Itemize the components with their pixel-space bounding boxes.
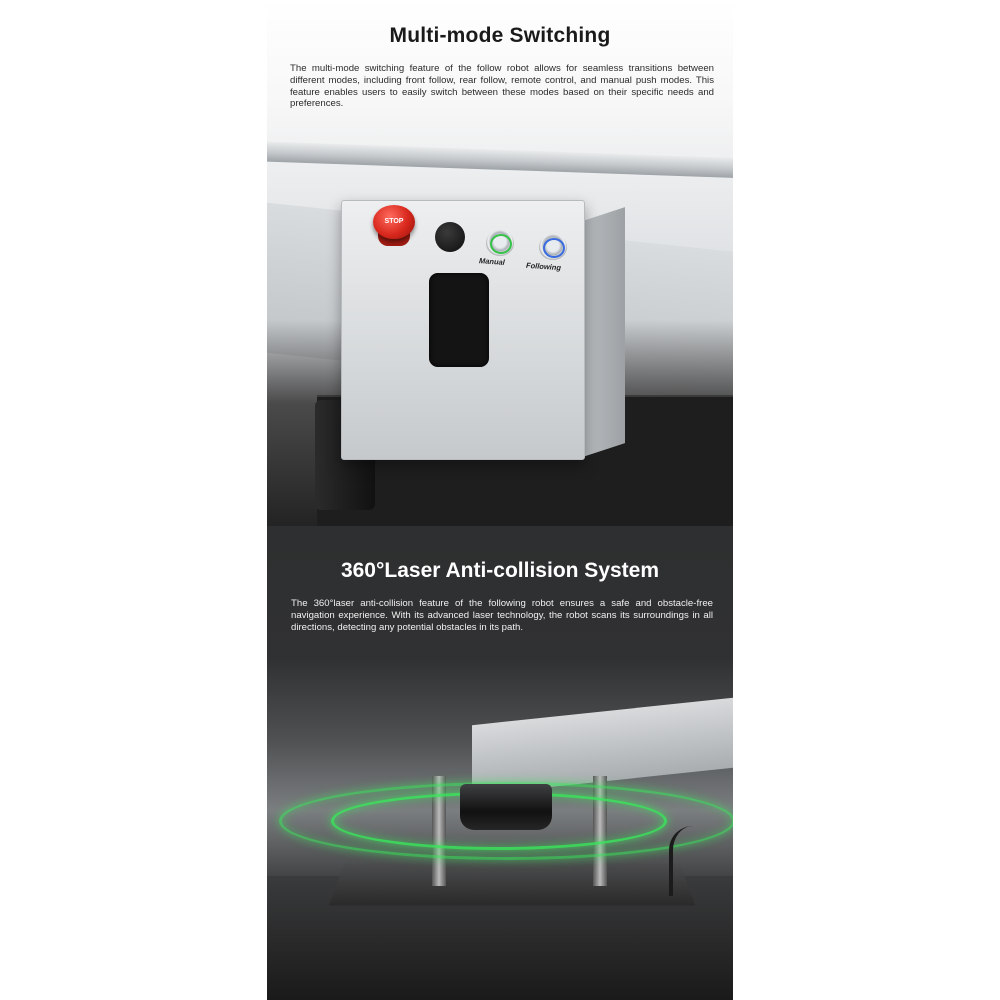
manual-label: Manual [478,256,506,267]
section-description: The multi-mode switching feature of the follow robot allows for seamless transitions between different modes, including front follow, rear follow, remote control, and manual push modes. This feature enables users to easily switch between these modes based on their specific needs and preferences. [290,63,714,110]
display-screen [429,273,489,367]
multi-mode-section [267,0,733,526]
sensor-cable [669,826,693,896]
mount-plate [329,863,695,905]
laser-anti-collision-section [267,526,733,1000]
section-title: Multi-mode Switching [389,24,611,47]
sensor-icon [435,222,465,252]
section-title: 360°Laser Anti-collision System [340,559,660,582]
manual-mode-button[interactable] [486,230,514,256]
emergency-stop-button[interactable]: STOP [373,205,415,239]
lidar-sensor [460,784,552,830]
handle-rail [267,141,733,178]
following-mode-button[interactable] [539,234,567,260]
product-poster [267,0,733,1000]
control-panel-side [583,207,625,457]
section-description: The 360°laser anti-collision feature of the following robot ensures a safe and obstacle-free navigation experience. With its advanced laser technology, the robot scans its surroundings in all directions, detecting any potential obstacles in its path. [291,598,713,633]
following-label: Following [525,260,562,273]
